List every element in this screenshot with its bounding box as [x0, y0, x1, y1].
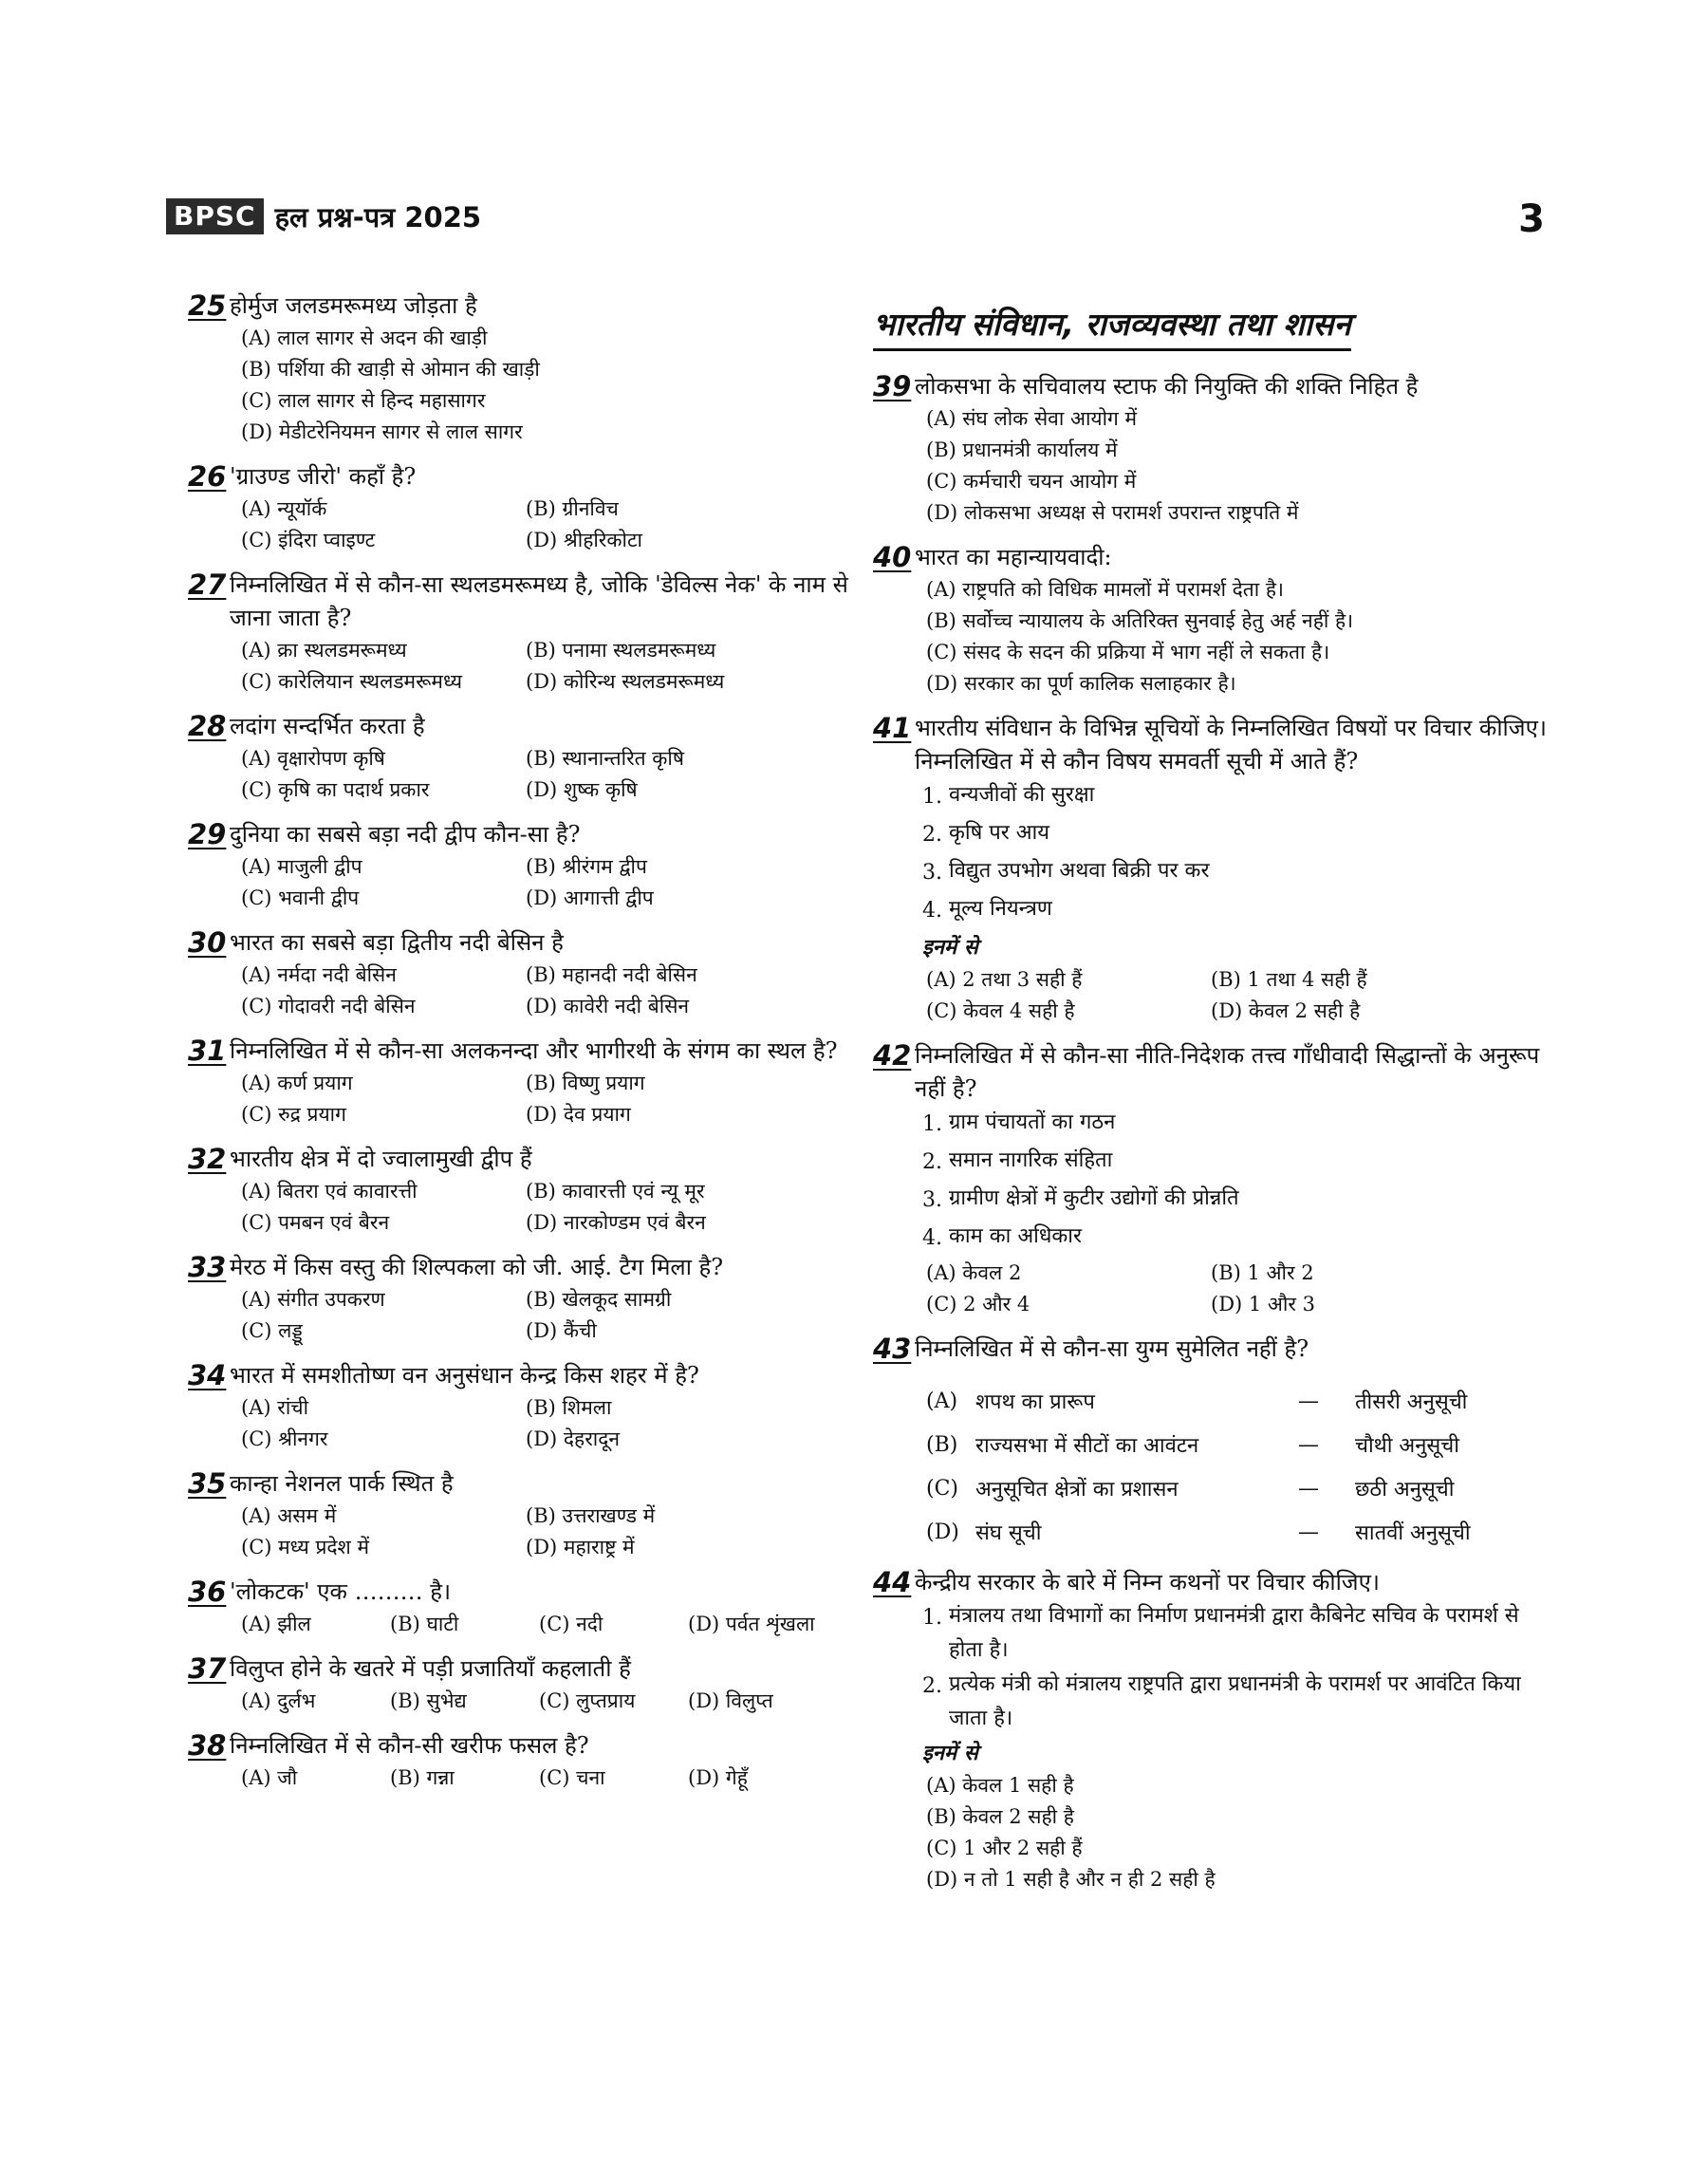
option: (C) कर्मचारी चयन आयोग में	[926, 470, 1137, 493]
question-number: 34	[188, 1359, 227, 1391]
option: (C) रुद्र प्रयाग	[241, 1103, 346, 1126]
statement: 2. कृषि पर आय	[922, 821, 1050, 847]
match-row: (A) शपथ का प्रारूप — तीसरी अनुसूची	[926, 1389, 1468, 1414]
question-32	[188, 1143, 852, 1239]
option: (D) कोरिन्थ स्थलडमरूमध्य	[526, 670, 725, 693]
option: (B) सर्वोच्च न्यायालय के अतिरिक्त सुनवाई हेतु अर्ह नहीं है।	[926, 609, 1354, 632]
option: (B) 1 तथा 4 सही हैं	[1211, 968, 1367, 991]
question-30	[188, 926, 852, 1022]
question-number: 39	[873, 370, 912, 402]
option: (B) उत्तराखण्ड में	[526, 1504, 656, 1527]
option: (B) सुभेद्य	[390, 1689, 467, 1712]
question-text: विलुप्त होने के खतरे में पड़ी प्रजातियाँ कहलाती हैं	[230, 1655, 631, 1682]
question-29	[188, 818, 852, 914]
option: (D) न तो 1 सही है और न ही 2 सही है	[926, 1868, 1216, 1891]
statement: 3. ग्रामीण क्षेत्रों में कुटीर उद्योगों की प्रोन्नति	[922, 1186, 1239, 1212]
question-28	[188, 710, 852, 806]
option: (A) रांची	[241, 1396, 309, 1419]
question-25	[188, 289, 852, 448]
option: (A) राष्ट्रपति को विधिक मामलों में परामर्श देता है।	[926, 578, 1284, 601]
question-text: भारत का सबसे बड़ा द्वितीय नदी बेसिन है	[230, 929, 564, 956]
option: (C) चना	[539, 1766, 605, 1789]
option: (C) भवानी द्वीप	[241, 886, 360, 909]
question-31	[188, 1035, 852, 1130]
statement: 1. वन्यजीवों की सुरक्षा	[922, 783, 1095, 809]
question-number: 29	[188, 818, 227, 850]
option: (A) असम में	[241, 1504, 337, 1527]
question-text: निम्नलिखित में से कौन-सा नीति-निदेशक तत्त्व गाँधीवादी सिद्धान्तों के अनुरूप नहीं है?	[915, 1042, 1540, 1102]
option: (B) केवल 2 सही है	[926, 1805, 1074, 1828]
page-number: 3	[1518, 197, 1545, 241]
option: (B) श्रीरंगम द्वीप	[526, 855, 647, 878]
option: (A) कर्ण प्रयाग	[241, 1072, 353, 1094]
option: (C) इंदिरा प्वाइण्ट	[241, 529, 376, 551]
option: (A) क्रा स्थलडमरूमध्य	[241, 639, 407, 662]
option: (A) संघ लोक सेवा आयोग में	[926, 407, 1138, 430]
option: (D) कावेरी नदी बेसिन	[526, 995, 690, 1017]
option: (A) न्यूयॉर्क	[241, 497, 327, 520]
question-text: मेरठ में किस वस्तु की शिल्पकला को जी. आई. टैग मिला है?	[230, 1254, 724, 1280]
option: (C) लाल सागर से हिन्द महासागर	[241, 389, 486, 412]
question-text: निम्नलिखित में से कौन-सी खरीफ फसल है?	[230, 1732, 589, 1759]
option: (D) केवल 2 सही है	[1211, 999, 1361, 1022]
option: (A) केवल 2	[926, 1261, 1022, 1284]
question-35	[188, 1467, 852, 1563]
option: (C) 1 और 2 सही हैं	[926, 1837, 1083, 1859]
option: (D) आगात्ती द्वीप	[526, 886, 654, 909]
option: (D) लोकसभा अध्यक्ष से परामर्श उपरान्त राष्ट्रपति में	[926, 501, 1299, 524]
question-number: 35	[188, 1467, 227, 1500]
question-number: 33	[188, 1251, 227, 1283]
question-text: निम्नलिखित में से कौन-सा स्थलडमरूमध्य है, जोकि 'डेविल्स नेक' के नाम से जाना जाता है?	[230, 571, 848, 631]
option: (C) केवल 4 सही है	[926, 999, 1075, 1022]
question-text: भारतीय क्षेत्र में दो ज्वालामुखी द्वीप हैं	[230, 1146, 532, 1172]
question-number: 27	[188, 569, 227, 601]
option: (D) देव प्रयाग	[526, 1103, 631, 1126]
question-number: 32	[188, 1143, 227, 1175]
option: (B) 1 और 2	[1211, 1261, 1314, 1284]
question-number: 38	[188, 1729, 227, 1762]
inme-label: इनमें से	[922, 1741, 978, 1765]
option: (C) मध्य प्रदेश में	[241, 1536, 370, 1558]
option: (B) प्रधानमंत्री कार्यालय में	[926, 438, 1118, 461]
option: (D) शुष्क कृषि	[526, 778, 638, 801]
option: (B) स्थानान्तरित कृषि	[526, 747, 685, 770]
option: (C) लुप्तप्राय	[539, 1689, 636, 1712]
question-text: निम्नलिखित में से कौन-सा युग्म सुमेलित नहीं है?	[915, 1335, 1309, 1362]
option: (D) नारकोण्डम एवं बैरन	[526, 1211, 706, 1234]
question-text: होर्मुज जलडमरूमध्य जोड़ता है	[230, 292, 477, 319]
question-number: 36	[188, 1576, 227, 1608]
question-number: 31	[188, 1035, 227, 1067]
question-38	[188, 1729, 852, 1794]
question-number: 37	[188, 1652, 227, 1685]
option: (B) ग्रीनविच	[526, 497, 619, 520]
statement: 1. मंत्रालय तथा विभागों का निर्माण प्रधानमंत्री द्वारा कैबिनेट सचिव के परामर्श से होता है।	[922, 1604, 1519, 1662]
question-text: निम्नलिखित में से कौन-सा अलकनन्दा और भागीरथी के संगम का स्थल है?	[230, 1037, 838, 1064]
question-26	[188, 460, 852, 556]
exam-badge: BPSC	[166, 198, 264, 234]
option: (B) पनामा स्थलडमरूमध्य	[526, 639, 716, 662]
question-number: 44	[873, 1566, 912, 1598]
question-number: 28	[188, 710, 227, 742]
match-row: (D) संघ सूची — सातवीं अनुसूची	[926, 1520, 1471, 1545]
option: (D) विलुप्त	[688, 1689, 773, 1712]
question-number: 40	[873, 541, 912, 573]
question-number: 25	[188, 289, 227, 322]
question-42	[873, 1039, 1556, 1320]
section-heading: भारतीय संविधान, राजव्यवस्था तथा शासन	[873, 302, 1351, 351]
question-44	[873, 1566, 1556, 1895]
option: (D) 1 और 3	[1211, 1293, 1316, 1315]
question-43	[873, 1333, 1556, 1554]
statement: 4. काम का अधिकार	[922, 1224, 1082, 1250]
option: (D) महाराष्ट्र में	[526, 1536, 635, 1558]
option: (D) श्रीहरिकोटा	[526, 529, 642, 551]
option: (D) मेडीटरेनियमन सागर से लाल सागर	[241, 420, 523, 443]
option: (B) घाटी	[390, 1613, 459, 1635]
option: (C) गोदावरी नदी बेसिन	[241, 995, 416, 1017]
option: (A) केवल 1 सही है	[926, 1774, 1074, 1797]
question-text: भारत में समशीतोष्ण वन अनुसंधान केन्द्र किस शहर में है?	[230, 1362, 699, 1389]
option: (A) संगीत उपकरण	[241, 1288, 385, 1311]
option: (B) पर्शिया की खाड़ी से ओमान की खाड़ी	[241, 358, 540, 381]
option: (D) पर्वत शृंखला	[688, 1613, 815, 1635]
question-33	[188, 1251, 852, 1347]
question-39	[873, 370, 1556, 529]
question-34	[188, 1359, 852, 1455]
option: (A) लाल सागर से अदन की खाड़ी	[241, 327, 488, 349]
option: (A) नर्मदा नदी बेसिन	[241, 963, 397, 986]
left-column	[188, 289, 852, 1806]
question-text: 'लोकटक' एक ……… है।	[230, 1578, 452, 1605]
question-text: केन्द्रीय सरकार के बारे में निम्न कथनों पर विचार कीजिए।	[915, 1569, 1380, 1595]
question-number: 30	[188, 926, 227, 959]
option: (A) वृक्षारोपण कृषि	[241, 747, 385, 770]
question-text: भारत का महान्यायवादी:	[915, 544, 1112, 570]
option: (C) संसद के सदन की प्रक्रिया में भाग नहीं ले सकता है।	[926, 641, 1330, 663]
page-header	[166, 196, 481, 237]
statement: 3. विद्युत उपभोग अथवा बिक्री पर कर	[922, 859, 1210, 885]
option: (B) शिमला	[526, 1396, 612, 1419]
header-title: हल प्रश्न-पत्र 2025	[274, 200, 482, 233]
option: (D) गेहूँ	[688, 1766, 748, 1789]
option: (C) लड्डू	[241, 1319, 303, 1342]
option: (B) खेलकूद सामग्री	[526, 1288, 672, 1311]
option: (C) कारेलियान स्थलडमरूमध्य	[241, 670, 463, 693]
question-text: कान्हा नेशनल पार्क स्थित है	[230, 1470, 454, 1497]
option: (A) माजुली द्वीप	[241, 855, 362, 878]
statement: 2. प्रत्येक मंत्री को मंत्रालय राष्ट्रपति द्वारा प्रधानमंत्री के परामर्श पर आवंटित किया जाता है।	[922, 1672, 1521, 1730]
option: (C) 2 और 4	[926, 1293, 1030, 1315]
option: (B) विष्णु प्रयाग	[526, 1072, 645, 1094]
option: (D) सरकार का पूर्ण कालिक सलाहकार है।	[926, 672, 1236, 695]
option: (C) पमबन एवं बैरन	[241, 1211, 390, 1234]
option: (B) गन्ना	[390, 1766, 455, 1789]
question-text: दुनिया का सबसे बड़ा नदी द्वीप कौन-सा है?	[230, 821, 581, 848]
option: (A) जौ	[241, 1766, 298, 1789]
question-text: लोकसभा के सचिवालय स्टाफ की नियुक्ति की शक्ति निहित है	[915, 373, 1419, 400]
option: (B) महानदी नदी बेसिन	[526, 963, 697, 986]
option: (A) 2 तथा 3 सही हैं	[926, 968, 1083, 991]
question-number: 43	[873, 1333, 912, 1365]
option: (A) झील	[241, 1613, 311, 1635]
inme-label: इनमें से	[922, 935, 978, 960]
match-table	[873, 1379, 1556, 1554]
statement: 4. मूल्य नियन्त्रण	[922, 897, 1052, 923]
question-41	[873, 712, 1556, 1027]
question-text: लदांग सन्दर्भित करता है	[230, 713, 425, 739]
question-number: 41	[873, 712, 912, 744]
option: (C) श्रीनगर	[241, 1427, 328, 1450]
option: (B) कावारत्ती एवं न्यू मूर	[526, 1180, 705, 1203]
question-number: 26	[188, 460, 227, 493]
option: (D) कैंची	[526, 1319, 597, 1342]
option: (C) नदी	[539, 1613, 603, 1635]
match-row: (C) अनुसूचित क्षेत्रों का प्रशासन — छठी अनुसूची	[926, 1476, 1455, 1502]
question-text: 'ग्राउण्ड जीरो' कहाँ है?	[230, 463, 417, 490]
option: (A) बितरा एवं कावारत्ती	[241, 1180, 418, 1203]
option: (A) दुर्लभ	[241, 1689, 316, 1712]
statement: 2. समान नागरिक संहिता	[922, 1148, 1113, 1174]
question-37	[188, 1652, 852, 1717]
question-36	[188, 1576, 852, 1640]
question-number: 42	[873, 1039, 912, 1072]
right-column	[873, 302, 1556, 1908]
question-text: भारतीय संविधान के विभिन्न सूचियों के निम्नलिखित विषयों पर विचार कीजिए। निम्नलिखित में से कौन विषय समवर्ती सूची में आते हैं?	[915, 715, 1547, 774]
question-27	[188, 569, 852, 698]
option: (D) देहरादून	[526, 1427, 621, 1450]
question-40	[873, 541, 1556, 700]
match-row: (B) राज्यसभा में सीटों का आवंटन — चौथी अनुसूची	[926, 1432, 1459, 1458]
option: (C) कृषि का पदार्थ प्रकार	[241, 778, 430, 801]
statement: 1. ग्राम पंचायतों का गठन	[922, 1110, 1116, 1136]
